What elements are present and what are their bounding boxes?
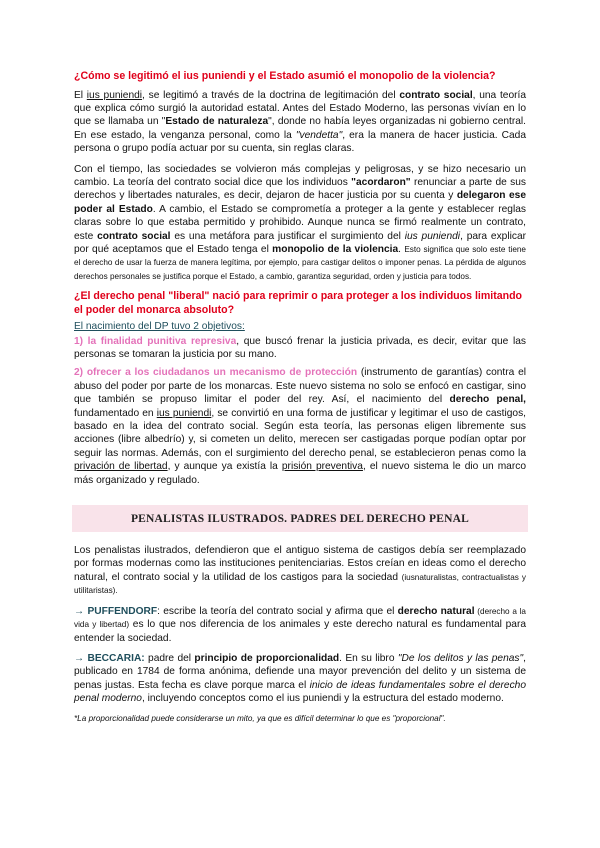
paragraph-beccaria [74, 652, 526, 706]
text: , el nuevo sistema le dio un marco más organizado y regulado. [74, 461, 526, 486]
term-derecho-natural: derecho natural [397, 605, 475, 617]
small-text: (iusnaturalistas, contractualistas y utilitaristas). [74, 572, 526, 596]
text: padre del [144, 652, 195, 664]
text: , publicado en 1784 de forma anónima, defiende una mayor prevención del delito y un sistema de penas justas. Esta fecha es clave porque marca el [74, 652, 526, 691]
term-derecho-penal: derecho penal, [449, 394, 526, 406]
text: , se convirtió en una forma de justificar y legitimar el uso de castigos, basado en la idea del contrato social. Según esta teoría, las personas eligen libremente sus acciones (libre albedrío) y, si cometen un delito, merecen ser castigadas porque podían optar por seguir las normas. Además, con el surgimiento del derecho penal, se establecieron penas como la [74, 407, 526, 459]
text: . A cambio, el Estado se comprometía a proteger a la gente y establecer reglas claras sobre lo que estaba permitido y prohibido. Aunque nunca se firmó realmente un contrato, este [74, 203, 526, 242]
term-prision-preventiva: prisión preventiva [281, 461, 363, 473]
term-monopolio: monopolio de la violencia [272, 243, 399, 255]
term-contrato-social: contrato social [399, 89, 473, 101]
text: : escribe la teoría del contrato social y afirma que el [157, 605, 398, 617]
book-title: "De los delitos y las penas" [397, 652, 524, 664]
term-ius-puniendi: ius puniendi [156, 407, 212, 419]
text: renunciar a parte de sus derechos y libertades naturales, es decir, dejaron de hacer justicia por su cuenta y [74, 176, 526, 202]
text: (instrumento de garantías) contra el abuso del poder por parte de los monarcas. Este nuevo sistema no solo se enfocó en castigar, sino que también se propuso limitar el poder del rey. Así, el nacimiento del [74, 367, 526, 406]
small-text: Esto significa que solo este tiene el derecho de usar la fuerza de manera legítima, por ejemplo, para castigar delitos o imponer penas. La pérdida de algunos derechos personales se justifica porque el Estado, a cambio, garantiza seguridad, orden y justicia para todos. [74, 244, 526, 281]
paragraph-penalistas [74, 544, 526, 598]
text: ", donde no había leyes organizadas ni gobierno central. En ese estado, la venganza personal, como la [74, 116, 527, 141]
paragraph-objetivo-1 [74, 335, 526, 362]
term-delegaron: delegaron ese poder al Estado [74, 190, 526, 215]
text: es lo que nos diferencia de los animales y este derecho natural es fundamental para entender la sociedad. [74, 619, 527, 644]
question-heading-2: ¿El derecho penal "liberal" nació para reprimir o para proteger a los individuos limitando el poder del monarca absoluto? [74, 290, 523, 316]
term-contrato-social: contrato social [97, 230, 171, 242]
text: fundamentado en [74, 407, 157, 419]
small-text: (derecho a la vida y libertad) [74, 606, 526, 630]
text: , una teoría que explica cómo surgió la autoridad estatal. Antes del Estado Moderno, las personas vivían en lo que se llamaba un " [74, 89, 526, 128]
objetivo-1: 1) la finalidad punitiva represiva [74, 335, 237, 347]
author-beccaria: BECCARIA: [87, 652, 145, 664]
text: . En su libro [339, 652, 398, 664]
text: , y aunque ya existía la [167, 461, 282, 473]
arrow-icon: → [74, 605, 88, 617]
text: Los penalistas ilustrados, defendieron que el antiguo sistema de castigos debía ser reemplazado por formas modernas como las instituciones penitenciarias. Estos creían en ideas como el derecho natural, el contrato social y la utilidad de los castigos para la sociedad [74, 545, 526, 583]
text: , era la manera de hacer justicia. Cada persona o grupo podía actuar por su cuenta, sin reglas claras. [74, 129, 527, 155]
term-estado-naturaleza: Estado de naturaleza [165, 116, 269, 128]
text: , que buscó frenar la justicia privada, es decir, evitar que las personas se tomaran la justicia por su mano. [74, 335, 526, 360]
term-privacion-libertad: privación de libertad [74, 461, 168, 473]
text: . [398, 243, 405, 255]
paragraph-ius-puniendi [74, 89, 526, 156]
footnote: *La proporcionalidad puede considerarse un mito, ya que es difícil determinar lo que es "proporcional". [74, 713, 446, 723]
text: , incluyendo conceptos como el ius puniendi y la estructura del estado moderno. [141, 693, 504, 705]
section-heading: PENALISTAS ILUSTRADOS. PADRES DEL DERECHO PENAL [72, 505, 528, 532]
term-inicio-ideas: inicio de ideas fundamentales sobre el derecho penal moderno [74, 679, 526, 705]
term-vendetta: "vendetta" [295, 129, 343, 141]
paragraph-contrato-social [74, 163, 526, 284]
text: , para explicar por qué aceptamos que el Estado tenga el [74, 230, 527, 255]
question-heading-1: ¿Cómo se legitimó el ius puniendi y el Estado asumió el monopolio de la violencia? [74, 70, 496, 82]
objetivo-2: 2) ofrecer a los ciudadanos un mecanismo de protección [74, 367, 358, 379]
term-acordaron: "acordaron" [351, 176, 411, 188]
text: El [74, 89, 87, 101]
term-proporcionalidad: principio de proporcionalidad [194, 652, 340, 664]
term-ius-puniendi: ius puniendi [404, 230, 461, 242]
text: , se legitimó a través de la doctrina de legitimación del [142, 89, 400, 101]
text: Con el tiempo, las sociedades se volvieron más complejas y peligrosas, y se hizo necesario un cambio. La teoría del contrato social dice que los individuos [74, 163, 526, 188]
text: es una metáfora para justificar el surgimiento del [170, 230, 405, 242]
paragraph-puffendorf [74, 605, 526, 645]
arrow-icon: → [74, 652, 88, 664]
paragraph-objetivo-2 [74, 366, 526, 487]
term-ius-puniendi: ius puniendi [86, 89, 143, 101]
author-puffendorf: PUFFENDORF [87, 605, 158, 617]
objetivos-title: El nacimiento del DP tuvo 2 objetivos: [74, 321, 245, 333]
